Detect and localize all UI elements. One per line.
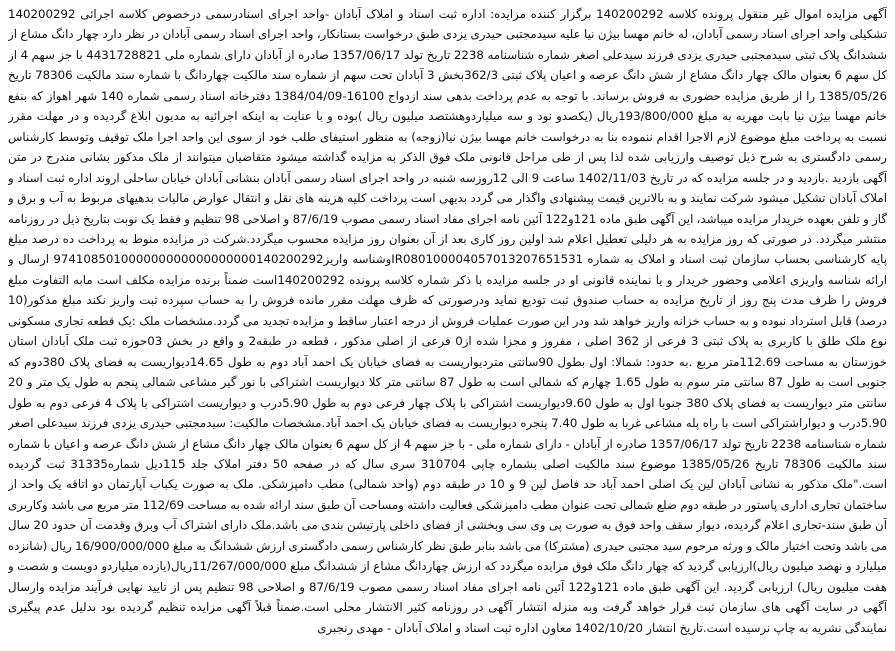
auction-notice-document bbox=[8, 4, 887, 649]
auction-notice-body: آگهی مزایده اموال غیر منقول پرونده کلاسه 140200292 برگزار کننده مزایده: اداره ثبت اسناد و املاک آبادان -واحد اجرای اسنادرسمی درخصوص کلاسه اجرائی 140200292 تشکیلی واحد اجرای اسناد رسمی آبادان، له خانم مهسا بیژن نیا علیه سیدمجتبی حیدری یزدی طبق درخواست بستانکار، واحد اجرای اسناد رسمی آبادان در نظر دارد چهار دانگ مشاع از ششدانگ پلاک ثبتی سیدمجتبی حیدری یزدی فرزند سیدعلی اصغر شماره شناسنامه 2238 تاریخ تولد 1357/06/17 صادره از آبادان دارای شماره ملی 4431728821 با جز سهم 4 از کل سهم 6 بعنوان مالک چهار دانگ مشاع از شش دانگ عرصه و اعیان پلاک ثبتی 362/3بخش 3 آبادان تحت سهم از شماره سند مالکیت چهاردانگ با شماره سند مالکیت 78306 تاریخ 1385/05/26 را از طریق مزایده حضوری به فروش برساند. با توجه به عدم پرداخت بدهی سند ازدواج 16100-1384/04/09 دفترخانه اسناد رسمی شماره 140 شهر اهواز که بنفع خانم مهسا بیژن نیا بابت مهریه به مبلغ 193/800/000ریال (یکصدو نود و سه میلیاردوهشتصد میلیون ریال )بوده و با عنایت به اینکه اجرائیه به مدیون ابلاغ گردیده و در مهلت مقرر نسبت به پرداخت مبلغ موضوع لازم الاجرا اقدام ننموده بنا به درخواست خانم مهسا بیژن نیا(زوجه) به منظور استیفای طلب خود از سوی این واحد اجرا ملک توقیف وتوسط کارشناس رسمی دادگستری به شرح ذیل توصیف وارزیابی شده لذا پس از طی مراحل قانونی ملک فوق الذکر به مزایده گذاشته میشود متقاضیان میتوانند از ملک مذکور بشانی مندرج در متن آگهی بازدید .بازدید و در جلسه مزایده که در تاریخ 1402/11/03 ساعت 9 الی 12روزسه شنبه در واحد اجرای اسناد رسمی آبادان بنشانی آبادان خیابان ساحلی اروند اداره ثبت اسناد و املاک آبادان تشکیل میشود شرکت نمایند و به بالاترین قیمت پیشنهادی واگذار می گردد بدیهی است پرداخت کلیه هزینه های نقل و انتقال عوارض مالیات بدهیهای مربوط به آب و برق و گاز و تلفن بعهده خریدار مزایده میباشد، این آگهی طبق ماده 121و122 آئین نامه اجرای مفاد اسناد رسمی مصوب 87/6/19 و اصلاحی 98 تنظیم و فقط یک نوبت بتاریخ ذیل در روزنامه منتشر میگردد. در صورتی که روز مزایده به هر دلیلی تعطیل اعلام شد اولین روز کاری بعد از آن بعنوان روز مزایده محسوب میگردد.شرکت در مزایده منوط به پرداخت ده درصد مبلغ پایه کارشناسی بحساب سازمان ثبت اسناد و املاک به شماره IR080100004057013207651531وشناسه واریز974108501000000000000000000140200292 ارسال و ارائه شناسه واریزی اعلامی وحضور خریدار و یا نماینده قانونی او در جلسه مزایده با ذکر شماره کلاسه پرونده 140200292است ضمناً برنده مزایده مکلف است مابه التفاوت مبلغ فروش را ظرف مدت پنج روز از تاریخ مزایده به حساب صندوق ثبت تودیع نماید ودرصورتی که ظرف مهلت مقرر مانده فروش را به حساب سپرده ثبت واریز نکند مبلغ مذکور(10 درصد) قابل استرداد نبوده و به حساب خزانه واریز خواهد شد ودر این صورت عملیات فروش از درجه اعتبار ساقط و مزایده تجدید می گردد.مشخصات ملک :یک قطعه تجاری مسکونی نوع ملک طلق با کاربری به پلاک ثبتی 3 فرعی از 362 اصلی ، مفروز و مجزا شده از0 فرعی از اصلی مذکور ، قطعه در طبقه2 و واقع در بخش 03حوزه ثبت ملک آبادان استان خوزستان به مساحت 112.69متر مربع .به حدود: شمالا: اول بطول 90سانتی متردیواریست به فضای خیابان یک احمد آباد دوم به طول 14.65دیواریست به فضای پلاک 380دوم که جنوبی است به طول 87 سانتی متر سوم به طول 1.65 چهارم که شمالی است به طول 87 سانتی متر کلا دیواریست اشتراکی با نور گیر مشاعی شمالی پنجم به طول یک متر و 20 سانتی متر دیواریست به فضای پلاک 380 جنوبا اول به طول 9.60دیواریست اشتراکی با پلاک چهار فرعی دوم به طول 5.90درب و دیواریست اشتراکی با پلاک 4 فرعی دوم به طول 5.90درب و دیواراشتراکی است با راه پله مشاعی غربا به طول 7.40 پنجره دیواریست به فضای خیابان یک احمد آباد.مشخصات مالکیت: سیدمجتبی حیدری یزدی فرزند سیدعلی اصغر شماره شناسنامه 2238 تاریخ تولد 1357/06/17 صادره از آبادان - دارای شماره ملی - با جز سهم 4 از کل سهم 6 بعنوان مالک چهار دانگ مشاع از شش دانگ عرصه و اعیان با شماره سند مالکیت 78306 تاریخ 1385/05/26 موضوع سند مالکیت اصلی بشماره چاپی 310704 سری سال که در صفحه 50 دفتر املاک جلد 115دیل شماره31335 ثبت گردیده است."ملک مذکور به نشانی آبادان لین یک اصلی احمد آباد حد فاصل لین 9 و 10 در طبقه دوم (واحد شمالی) مطب دامپزشکی. ملک به صورت یکباب آپارتمان دو اتاقه یک واحد از ساختمان تجاری اداری پاستور در طبقه دوم ضلع شمالی تحت عنوان مطب دامپزشکی فعالیت داشته ومساحت آن طبق سند ارائه شده به مساحت 112/69 متر مربع می باشد وکاربری آن طبق سند-تجاری اعلام گردیده، دیوار سقف واحد فوق به صورت پی وی سی وبخشی از فضای داخلی پارتیشن بندی می باشد.ملک دارای اشتراک آب وبرق وقدمت آن حدود 20 سال می باشد وتحت اختیار مالک و ورثه مرحوم سید مجتبی حیدری (مشترکا) می باشد بنابر طبق نظر کارشناس رسمی دادگستری ارزش ششدانگ به مبلغ 16/900/000/000 ریال (شانزده میلیارد و نهصد میلیون ریال)ارزیابی گردید که چهار دانگ ملک فوق مزایده میگردد که ارزش چهاردانگ مشاع از ششدانگ مبلغ 11/267/000/000ریال(یازده میلیاردو دویست و شصت و هفت میلیون ریال) ارزیابی گردید. این آگهی طبق ماده 121و122 آئین نامه اجرای مفاد اسناد رسمی مصوب 87/6/19 و اصلاحی 98 تنظیم پس از تایید نهایی فرآیند مزایده وارسال آگهی در سایت آگهی های سازمان ثبت قرار خواهد گرفت وبه منزله انتشار آگهی در روزنامه کثیر الانتشار محلی است.ضمناً قبلاً آگهی مزایده تنظیم گردیده بود بدلیل عدم پیگیری نمایندگی نشریه به چاپ نرسیده است.تاریخ انتشار 1402/10/20 معاون اداره ثبت اسناد و املاک آبادان - مهدی رنجبری bbox=[8, 7, 887, 635]
